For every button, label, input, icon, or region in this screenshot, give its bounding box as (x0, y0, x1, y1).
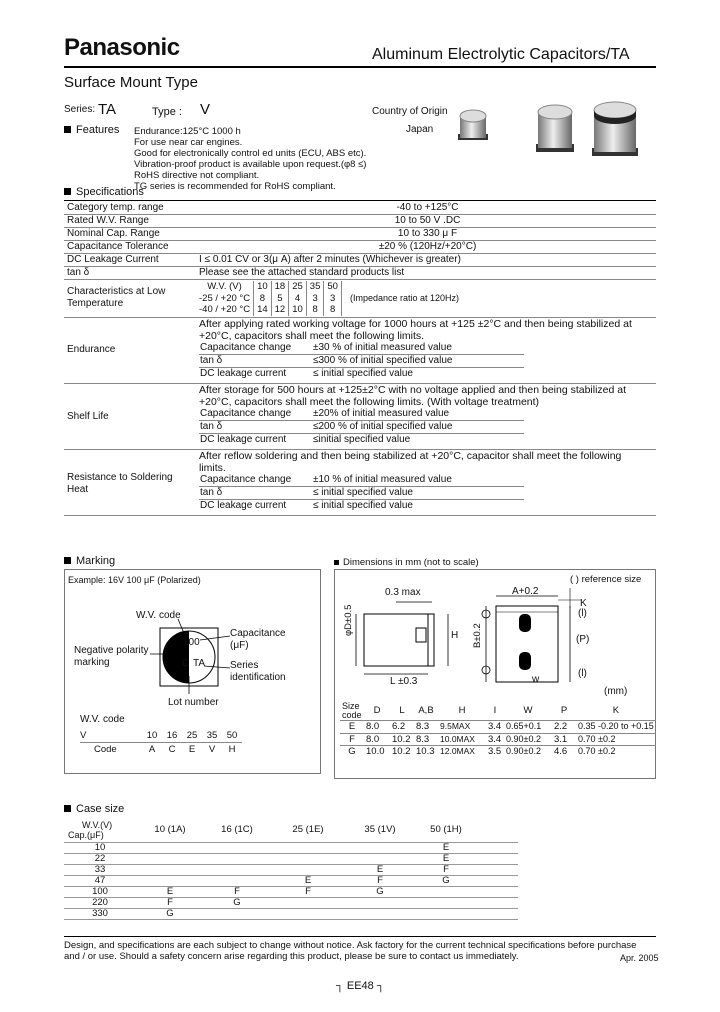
limit-value: ≤300 % of initial specified value (312, 354, 524, 367)
case-cell (204, 854, 270, 865)
p-label: (P) (576, 634, 590, 645)
spec-value: Please see the attached standard products list (196, 267, 656, 280)
page-subtitle: Surface Mount Type (64, 74, 198, 91)
case-size-table (64, 818, 518, 920)
spec-name: Capacitance Tolerance (64, 241, 196, 254)
footer-rule (64, 936, 656, 937)
case-cell: F (136, 898, 204, 909)
limit-value: ≤200 % of initial specified value (312, 420, 524, 433)
case-cap: 47 (64, 876, 136, 887)
spec-value: 10 to 330 μ F (196, 228, 656, 241)
case-cell (136, 854, 204, 865)
b-label: B±0.2 (472, 623, 483, 648)
code-cell: C (168, 744, 176, 755)
w-label: w (532, 674, 540, 685)
lt-cell: 10 (254, 281, 272, 293)
code-cell: 16 (166, 730, 178, 741)
limit-value: ≤ initial specified value (313, 367, 413, 379)
dim-cell: 8.0 (366, 733, 380, 745)
spec-row (64, 215, 656, 228)
case-cell: F (204, 887, 270, 898)
lt-cell: -25 / +20 °C (196, 293, 254, 305)
reference-size-note: ( ) reference size (570, 574, 642, 585)
case-cell: E (414, 843, 478, 854)
case-cell (204, 865, 270, 876)
spec-value: 10 to 50 V .DC (196, 215, 656, 228)
dim-cell: 3.5 (488, 746, 502, 757)
case-spacer (478, 818, 518, 843)
limit-value: ±30 % of initial measured value (312, 342, 524, 355)
case-cell (346, 898, 414, 909)
notice-line: and / or use. Should a safety concern arise regarding this product, please be sure to contact us immediately. (64, 951, 519, 962)
spec-value: I ≤ 0.01 CV or 3(μ A) after 2 minutes (Whichever is greater) (196, 254, 656, 267)
max-label: 0.3 max (385, 587, 421, 598)
case-cell (270, 865, 346, 876)
lot-number-label: Lot number (168, 697, 219, 708)
dim-cell: 8.0 (366, 721, 380, 732)
diameter-label: φD±0.5 (343, 604, 354, 636)
notice-line: Design, and specifications are each subject to change without notice. Ask factory for the current technical specifications before purchase (64, 940, 637, 951)
limit-name: DC leakage current (200, 499, 287, 511)
lt-cell: 12 (271, 304, 289, 316)
case-row (64, 887, 518, 898)
feature-item: RoHS directive not compliant. (134, 170, 260, 181)
case-cell: E (270, 876, 346, 887)
dim-header: H (458, 705, 466, 717)
dim-cell: 10.2 (392, 746, 411, 757)
shelf-limits (199, 408, 524, 446)
lt-cell: 35 (306, 281, 324, 293)
capacitor-photo (452, 100, 652, 170)
spec-name: Nominal Cap. Range (64, 228, 196, 241)
case-row (64, 854, 518, 865)
spec-row (64, 228, 656, 241)
case-cell (136, 843, 204, 854)
dim-cell: 0.70 ±0.2 (578, 733, 616, 744)
limit-name: DC leakage current (200, 367, 287, 379)
code-cell: H (228, 744, 236, 755)
footer-date: Apr. 2005 (620, 953, 659, 963)
limit-name: Capacitance change (199, 342, 312, 355)
endurance-text: After applying rated working voltage for 1000 hours at +125 ±2°C and then being stabilized at +20°C, capacitors shall meet the following limits. (199, 317, 632, 342)
spec-row (64, 241, 656, 254)
product-title: Aluminum Electrolytic Capacitors/TA (372, 46, 630, 63)
k-label: K (580, 598, 587, 609)
case-row (64, 898, 518, 909)
series-value: TA (98, 101, 117, 118)
case-cell (136, 876, 204, 887)
case-cell: G (346, 887, 414, 898)
limit-name: tan δ (199, 354, 312, 367)
code-cell: 25 (186, 730, 198, 741)
impedance-note: (Impedance ratio at 120Hz) (349, 293, 460, 304)
dim-cell: 8.3 (416, 733, 430, 745)
spec-name: DC Leakage Current (64, 254, 196, 267)
header-rule (64, 66, 656, 68)
solder-text: After reflow soldering and then being stabilized at +20°C, capacitor shall meet the following limits. (199, 449, 622, 474)
limit-name: Capacitance change (199, 474, 312, 487)
series-identification-label: Series identification (230, 660, 286, 683)
case-cap: 220 (64, 898, 136, 909)
page-number: ┐ EE48 ┐ (336, 980, 385, 992)
case-cell: G (414, 876, 478, 887)
mark-c: C (182, 658, 190, 669)
dim-cell: 9.5MAX (440, 721, 471, 731)
case-cell (270, 909, 346, 920)
wv-code-table (80, 729, 242, 756)
spec-name: tan δ (64, 267, 196, 280)
case-col-header: 35 (1V) (346, 818, 414, 843)
dim-cell: E (348, 721, 356, 732)
dim-cell: 0.35 -0.20 to +0.15 (578, 721, 654, 731)
capacitance-label: Capacitance (μF) (230, 628, 286, 651)
lt-cell: 14 (254, 304, 272, 316)
dim-cell: 6.2 (392, 721, 406, 732)
dim-header: Size code (342, 701, 362, 720)
lt-cell: 3 (324, 293, 342, 305)
case-corner (64, 818, 136, 843)
limit-value: ≤ initial specified value (312, 486, 524, 499)
dim-cell: 3.4 (488, 733, 502, 745)
dim-header: D (373, 705, 381, 717)
case-cell: F (346, 876, 414, 887)
dim-cell: 10.0MAX (440, 733, 475, 744)
specifications-table (64, 202, 656, 516)
lt-cell: 8 (324, 304, 342, 316)
feature-item: For use near car engines. (134, 137, 243, 148)
case-cell (270, 854, 346, 865)
dimension-table (340, 702, 656, 758)
case-cell: G (204, 898, 270, 909)
case-row (64, 865, 518, 876)
limit-value: ≤ initial specified value (313, 499, 413, 511)
dim-cell: 10.2 (392, 733, 411, 745)
wv-code-label: W.V. code (136, 610, 181, 621)
shelf-text: After storage for 500 hours at +125±2°C with no voltage applied and then being stabilized at +20°C, capacitors shall meet the following limits. (With voltage treatment) (199, 383, 627, 408)
case-cell (204, 876, 270, 887)
case-cap: 22 (64, 854, 136, 865)
limit-value: ±20% of initial measured value (312, 408, 524, 421)
case-row (64, 843, 518, 854)
dim-cell: 4.6 (554, 746, 568, 757)
case-cell (414, 909, 478, 920)
dim-cell: G (348, 746, 356, 757)
dimension-drawing (336, 586, 652, 696)
case-cell (204, 843, 270, 854)
limit-name: tan δ (199, 420, 312, 433)
lt-cell: 8 (306, 304, 324, 316)
dim-cell: 0.65+0.1 (506, 721, 542, 731)
spec-row-solder (64, 449, 656, 515)
limit-name: tan δ (199, 486, 312, 499)
lt-cell: 25 (289, 281, 307, 293)
case-col-header: 50 (1H) (414, 818, 478, 843)
limit-value: ±10 % of initial measured value (312, 474, 524, 487)
lt-cell: 18 (271, 281, 289, 293)
dim-cell: F (349, 733, 355, 745)
case-cell: E (414, 854, 478, 865)
spec-name: Rated W.V. Range (64, 215, 196, 228)
origin-value: Japan (406, 124, 434, 135)
case-cell (270, 898, 346, 909)
endurance-limits (199, 342, 524, 380)
spec-row (64, 254, 656, 267)
case-cell: F (270, 887, 346, 898)
limit-name: Capacitance change (199, 408, 312, 421)
lt-cell: W.V. (V) (196, 281, 254, 293)
mark-ta: TA (193, 658, 206, 669)
cap-marking-value: 100 (183, 637, 200, 648)
feature-item: TG series is recommended for RoHS compliant. (134, 181, 336, 192)
dim-cell: 0.90±0.2 (506, 733, 541, 744)
dimensions-heading: Dimensions in mm (not to scale) (334, 557, 479, 568)
dim-cell: 10.0 (366, 746, 385, 757)
spec-name: Shelf Life (64, 383, 196, 449)
case-col-header: 25 (1E) (270, 818, 346, 843)
case-cell (346, 854, 414, 865)
low-temp-table (196, 281, 342, 316)
case-cell (414, 887, 478, 898)
spec-name: Category temp. range (64, 202, 196, 215)
unit-label: (mm) (604, 686, 628, 697)
spec-name: Resistance to Soldering Heat (64, 449, 196, 515)
dim-cell: 3.1 (554, 733, 568, 745)
case-size-heading: Case size (64, 803, 124, 815)
code-cell: 10 (146, 730, 158, 741)
l2-label: (l) (578, 668, 587, 679)
code-cell: V (208, 744, 216, 755)
a-label: A+0.2 (512, 586, 539, 597)
code-cell: 35 (206, 730, 218, 741)
case-row (64, 909, 518, 920)
origin-label: Country of Origin (372, 106, 448, 117)
case-row (64, 876, 518, 887)
lt-cell: 5 (271, 293, 289, 305)
lt-cell: 10 (289, 304, 307, 316)
limit-name: DC leakage current (200, 433, 287, 445)
spec-row-endurance (64, 317, 656, 383)
dim-header: P (560, 705, 568, 717)
cap-header: Cap.(μF) (68, 830, 104, 840)
dim-cell: 0.90±0.2 (506, 746, 541, 756)
dim-cell: 10.3 (416, 746, 435, 757)
type-label: Type : (152, 106, 182, 118)
case-cell: E (346, 865, 414, 876)
height-label: H (451, 630, 459, 641)
marking-example: Example: 16V 100 μF (Polarized) (68, 575, 201, 585)
case-cap: 10 (64, 843, 136, 854)
case-cap: 33 (64, 865, 136, 876)
spec-row-low-temp (64, 280, 656, 318)
case-cap: 330 (64, 909, 136, 920)
spec-row (64, 267, 656, 280)
type-value: V (200, 101, 211, 118)
code-cell: E (188, 744, 196, 755)
lt-cell: -40 / +20 °C (196, 304, 254, 316)
feature-item: Good for electronically control ed units (ECU, ABS etc). (134, 148, 367, 159)
solder-limits (199, 474, 524, 512)
case-cell: G (136, 909, 204, 920)
brand-logo: Panasonic (64, 34, 180, 61)
lt-cell: 50 (324, 281, 342, 293)
code-cell: Code (94, 744, 117, 755)
marking-heading: Marking (64, 555, 115, 567)
dim-header: K (612, 705, 620, 717)
spec-row-shelf (64, 383, 656, 449)
case-cell (270, 843, 346, 854)
case-cell: F (414, 865, 478, 876)
spec-name: Endurance (64, 317, 196, 383)
dim-cell: 3.4 (488, 721, 502, 732)
case-cap: 100 (64, 887, 136, 898)
feature-item: Vibration-proof product is available upon request.(φ8 ≤) (134, 159, 367, 170)
features-heading: Features (64, 124, 119, 136)
code-table-title: W.V. code (80, 714, 125, 725)
length-label: L ±0.3 (390, 676, 418, 687)
case-cell (204, 909, 270, 920)
dim-cell: 8.3 (416, 721, 430, 732)
footer-notice (64, 940, 636, 962)
features-list (134, 126, 366, 192)
limit-value: ≤initial specified value (313, 433, 411, 445)
dim-cell: 0.70 ±0.2 (578, 746, 616, 756)
case-col-header: 10 (1A) (136, 818, 204, 843)
specifications-heading: Specifications (64, 186, 144, 198)
case-cell (346, 843, 414, 854)
code-cell: 50 (226, 730, 238, 741)
dim-header: A,B (418, 705, 434, 717)
spec-name: Characteristics at Low Temperature (64, 280, 196, 318)
dim-cell: 12.0MAX (440, 746, 475, 756)
case-cell (136, 865, 204, 876)
spec-top-rule (64, 200, 656, 201)
l1-label: (l) (578, 608, 587, 619)
spec-row (64, 202, 656, 215)
feature-item: Endurance:125°C 1000 h (134, 126, 241, 137)
case-cell (414, 898, 478, 909)
case-cell: E (136, 887, 204, 898)
lt-cell: 3 (306, 293, 324, 305)
dim-header: W (523, 705, 533, 717)
code-cell: V (80, 730, 87, 741)
spec-value: -40 to +125°C (196, 202, 656, 215)
negative-polarity-label: Negative polarity marking (74, 645, 149, 668)
dim-header: I (493, 705, 497, 717)
wv-header: W.V.(V) (82, 820, 113, 830)
lt-cell: 4 (289, 293, 307, 305)
case-col-header: 16 (1C) (204, 818, 270, 843)
dim-header: L (399, 705, 405, 717)
series-label: Series: (64, 104, 96, 115)
code-cell: A (148, 744, 156, 755)
lt-cell: 8 (254, 293, 272, 305)
dim-cell: 2.2 (554, 721, 568, 732)
spec-value: ±20 % (120Hz/+20°C) (196, 241, 656, 254)
case-cell (346, 909, 414, 920)
